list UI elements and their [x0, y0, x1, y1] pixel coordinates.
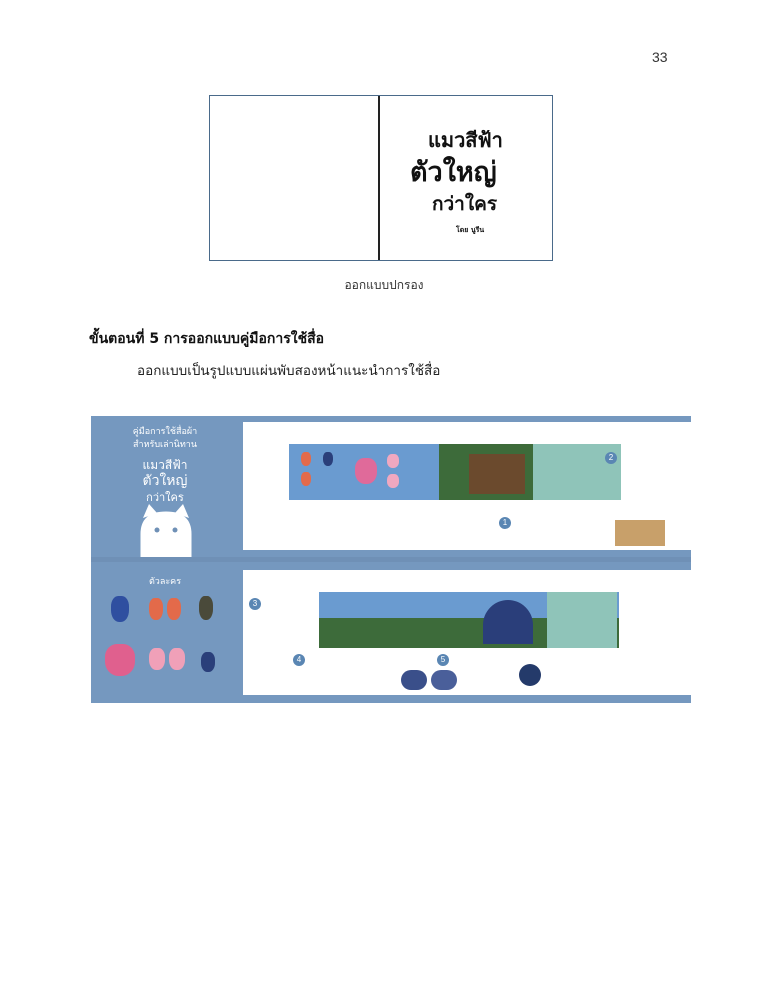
felt-blanket-1 [401, 670, 427, 690]
char-blue-cat [111, 596, 129, 622]
felt-house [469, 454, 525, 494]
step-number-1: 1 [499, 517, 511, 529]
step-number-2: 2 [605, 452, 617, 464]
section-heading: ขั้นตอนที่ 5 การออกแบบคู่มือการใช้สื่อ [89, 331, 325, 347]
char-pink-bear [355, 458, 377, 484]
step-number-5: 5 [437, 654, 449, 666]
brochure-characters-panel [91, 562, 239, 703]
cover-title-line1: แมวสีฟ้า [428, 128, 503, 152]
brochure-title1: คู่มือการใช้สื่อผ้า [132, 427, 198, 437]
cover-title-line3: กว่าใคร [432, 193, 498, 215]
char-pink-kid-b [169, 648, 185, 670]
brochure-book2: ตัวใหญ่ [142, 473, 188, 489]
felt-mint-panel-bottom [547, 592, 617, 648]
felt-cave [483, 600, 533, 644]
characters-title: ตัวละคร [148, 577, 182, 587]
char-blue-bird [201, 652, 215, 672]
page-number: 33 [652, 49, 668, 65]
cover-title-line2: ตัวใหญ่ [410, 157, 497, 188]
char-pink-mom [105, 644, 135, 676]
brochure-title2: สำหรับเล่านิทาน [133, 440, 197, 450]
brochure-top-band [91, 416, 691, 557]
felt-blanket-2 [431, 670, 457, 690]
char-pink-small-1 [387, 454, 399, 468]
brochure-bottom-band [91, 562, 691, 703]
char-orange-a [149, 598, 163, 620]
step-number-3: 3 [249, 598, 261, 610]
brochure-book1: แมวสีฟ้า [142, 458, 188, 472]
felt-furniture [615, 520, 665, 546]
char-orange-1 [301, 452, 311, 466]
char-orange-2 [301, 472, 311, 486]
step-number-4: 4 [293, 654, 305, 666]
char-blue-small [323, 452, 333, 466]
cover-spine [378, 96, 380, 260]
brochure-book3: กว่าใคร [146, 491, 184, 504]
felt-round-pouch [519, 664, 541, 686]
cat-outline-illustration [131, 504, 201, 557]
brochure-image [91, 416, 691, 703]
cover-caption: ออกแบบปกรอง [344, 278, 424, 292]
char-orange-b [167, 598, 181, 620]
brochure-cover-panel [91, 416, 239, 557]
brochure-top-inner [243, 422, 691, 550]
cover-mockup [209, 95, 553, 261]
char-owl [199, 596, 213, 620]
brochure-bottom-inner [243, 570, 691, 695]
char-pink-kid-a [149, 648, 165, 670]
section-paragraph: ออกแบบเป็นรูปแบบแผ่นพับสองหน้าแนะนำการใช้สื่อ [137, 363, 441, 379]
cover-author: โดย นูรีน [456, 226, 485, 234]
char-pink-small-2 [387, 474, 399, 488]
